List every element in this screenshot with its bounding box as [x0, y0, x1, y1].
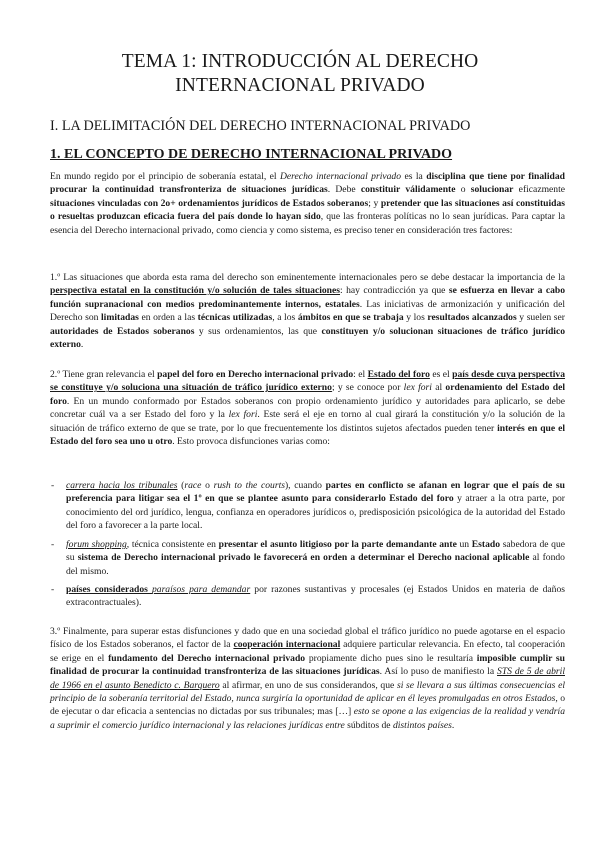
paragraph-intro: En mundo regido por el principio de soberanía estatal, el Derecho internacional privado es la disciplina que tiene por finalidad procurar la continuidad transfronteriza de situaciones jurídicas. Debe constituir válidamente o solucionar eficazmente situaciones vinculadas con 2o+ ordenamientos jurídicos de Estados soberanos; y pretender que las situaciones así constituidas o resueltas produzcan eficacia fuera del país donde lo hayan sido, que las fronteras políticas no lo sean jurídicas. Para captar la esencia del Derecho internacional privado, como ciencia y como sistema, es preciso tener en consideración tres factores: — [50, 171, 566, 236]
paragraph-factor-1: 1.º Las situaciones que aborda esta rama del derecho son eminentemente internacionales pero se debe destacar la importancia de la perspectiva estatal en la constitución y/o solución de tales situaciones: hay contradicción ya que se esfuerza en llevar a cabo función supranacional con medios predominantemente internos, estatales. Las iniciativas de armonización y unificación del Derecho son limitadas en orden a las técnicas utilizadas, a los ámbitos en que se trabaja y los resultados alcanzados y suelen ser autoridades de Estados soberanos y sus ordenamientos, las que constituyen y/o solucionan situaciones de tráfico jurídico externo. — [50, 272, 566, 351]
paragraph-factor-2: 2.º Tiene gran relevancia el papel del foro en Derecho internacional privado: el Estado del foro es el país desde cuya perspectiva se constituye y/o soluciona una situación de tráfico jurídico externo; y se conoce por lex fori al ordenamiento del Estado del foro. En un mundo conformado por Estados soberanos con propio ordenamiento jurídico y autoridades para aplicarlo, se debe concretar cuál va a ser Estado del foro y la lex fori. Este será el eje en torno al cual girará la constitución y/o la solución de la situación de tráfico externo de que se trate, por lo que frecuentemente los distintos sujetos afectados pueden tener interés en que el Estado del foro sea uno u otro. Esto provoca disfunciones varias como: — [50, 369, 566, 448]
page-title — [40, 50, 560, 98]
title-line-2: INTERNACIONAL PRIVADO — [175, 75, 425, 96]
bullet-dash: - — [51, 539, 55, 550]
bullet-dash: - — [51, 480, 55, 491]
bullet-item-forum-shopping: - forum shopping, técnica consistente en presentar el asunto litigioso por la parte demandante ante un Estado sabedora de que su sistema de Derecho internacional privado le favorecerá en orden a determinar el Derecho nacional aplicable al fondo del mismo. — [51, 539, 566, 577]
bullet-item-race-to-courts: - carrera hacia los tribunales (race o rush to the courts), cuando partes en conflicto se afanan en lograr que el país de su preferencia para litigar sea el 1º en que se plantee asunto para considerarlo Estado del foro y atraer a la otra parte, por conocimiento del ord jurídico, lengua, confianza en operadores jurídicos o, predisposición psicológica de la autoridad del Estado del foro a favorecer a la parte local. — [51, 480, 566, 532]
title-line-1: TEMA 1: INTRODUCCIÓN AL DERECHO — [121, 51, 479, 72]
paragraph-factor-3: 3.º Finalmente, para superar estas disfunciones y dado que en una sociedad global el tráfico jurídico no puede agotarse en el espacio físico de los Estados soberanos, el factor de la cooperación internacional adquiere particular relevancia. En efecto, tal cooperación se erige en el fundamento del Derecho internacional privado propiamente dicho pues sino le resultaría imposible cumplir su finalidad de procurar la continuidad transfronteriza de las situaciones jurídicas. Así lo puso de manifiesto la STS de 5 de abril de 1966 en el asunto Benedicto c. Barquero al afirmar, en uno de sus considerandos, que si se llevara a sus últimas consecuencias el principio de la soberanía territorial del Estado, nunca surgiría la oportunidad de aplicar en él leyes promulgadas en otros Estados, o de ejecutar o dar eficacia a sentencias no dictadas por sus tribunales; mas […] esto se opone a las exigencias de la realidad y vendría a suprimir el comercio jurídico internacional y las relaciones jurídicas entre súbditos de distintos países. — [50, 626, 566, 731]
subsection-heading: 1. EL CONCEPTO DE DERECHO INTERNACIONAL PRIVADO — [50, 147, 453, 162]
bullet-dash: - — [51, 584, 55, 595]
bullet-item-paraisos: - países considerados paraísos para demandar por razones sustantivas y procesales (ej Estados Unidos en materia de daños extracontractuales). — [51, 584, 565, 609]
section-heading: I. LA DELIMITACIÓN DEL DERECHO INTERNACIONAL PRIVADO — [50, 118, 471, 134]
